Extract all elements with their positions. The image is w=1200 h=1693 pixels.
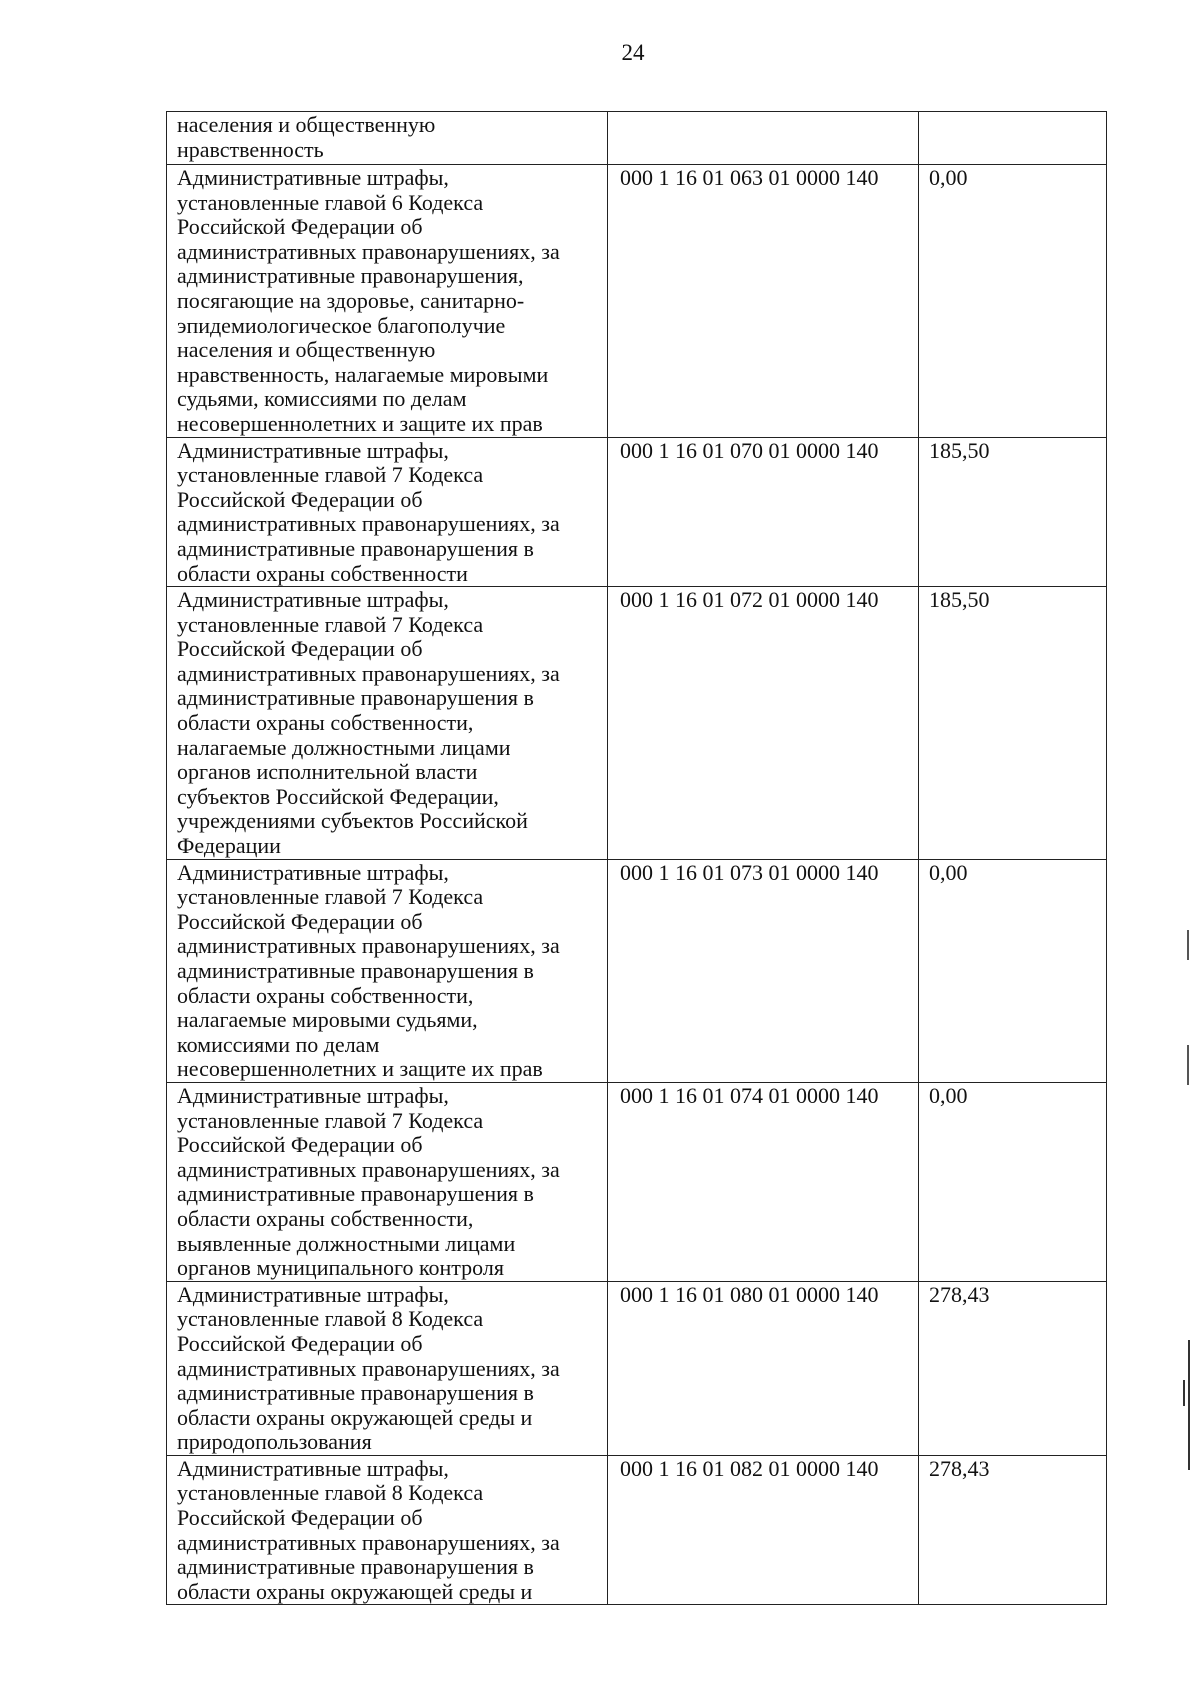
scan-artifact	[1188, 1340, 1190, 1470]
row-code: 000 1 16 01 074 01 0000 140	[608, 1082, 919, 1281]
table-row	[167, 1082, 1107, 1281]
scan-artifact	[1187, 1045, 1189, 1085]
table-row	[167, 437, 1107, 587]
row-code	[608, 112, 919, 165]
row-amount	[919, 112, 1107, 165]
row-amount: 278,43	[919, 1281, 1107, 1455]
row-amount: 0,00	[919, 1082, 1107, 1281]
row-code: 000 1 16 01 080 01 0000 140	[608, 1281, 919, 1455]
row-code: 000 1 16 01 073 01 0000 140	[608, 859, 919, 1082]
page-number: 24	[621, 40, 645, 65]
table-row	[167, 859, 1107, 1082]
scan-artifact	[1187, 930, 1189, 960]
table-row	[167, 1281, 1107, 1455]
row-description: населения и общественную нравственность	[167, 112, 608, 165]
table-row	[167, 165, 1107, 438]
row-amount: 185,50	[919, 437, 1107, 587]
row-amount: 0,00	[919, 165, 1107, 438]
row-amount: 278,43	[919, 1455, 1107, 1605]
row-description: Административные штрафы, установленные главой 7 Кодекса Российской Федерации об административных правонарушениях, за административные правонарушения в области охраны собственности, выявленные должностными лицами органов муниципального контроля	[167, 1082, 608, 1281]
row-description: Административные штрафы, установленные главой 6 Кодекса Российской Федерации об административных правонарушениях, за административные правонарушения, посягающие на здоровье, санитарно- эпидемиологическое благополучие населения и общественную нравственность, налагаемые мировыми судьями, комиссиями по делам несовершеннолетних и защите их прав	[167, 165, 608, 438]
row-code: 000 1 16 01 070 01 0000 140	[608, 437, 919, 587]
row-description: Административные штрафы, установленные главой 8 Кодекса Российской Федерации об административных правонарушениях, за административные правонарушения в области охраны окружающей среды и природопользования	[167, 1281, 608, 1455]
row-description: Административные штрафы, установленные главой 8 Кодекса Российской Федерации об административных правонарушениях, за административные правонарушения в области охраны окружающей среды и	[167, 1455, 608, 1605]
row-code: 000 1 16 01 063 01 0000 140	[608, 165, 919, 438]
row-amount: 185,50	[919, 587, 1107, 860]
row-description: Административные штрафы, установленные главой 7 Кодекса Российской Федерации об административных правонарушениях, за административные правонарушения в области охраны собственности, налагаемые должностными лицами органов исполнительной власти субъектов Российской Федерации, учреждениями субъектов Российской Федерации	[167, 587, 608, 860]
row-code: 000 1 16 01 082 01 0000 140	[608, 1455, 919, 1605]
scan-artifact	[1183, 1380, 1185, 1406]
row-code: 000 1 16 01 072 01 0000 140	[608, 587, 919, 860]
row-amount: 0,00	[919, 859, 1107, 1082]
revenue-table	[166, 111, 1107, 1605]
table-row	[167, 587, 1107, 860]
row-description: Административные штрафы, установленные главой 7 Кодекса Российской Федерации об административных правонарушениях, за административные правонарушения в области охраны собственности	[167, 437, 608, 587]
table-row	[167, 1455, 1107, 1605]
table-row	[167, 112, 1107, 165]
row-description: Административные штрафы, установленные главой 7 Кодекса Российской Федерации об административных правонарушениях, за административные правонарушения в области охраны собственности, налагаемые мировыми судьями, комиссиями по делам несовершеннолетних и защите их прав	[167, 859, 608, 1082]
